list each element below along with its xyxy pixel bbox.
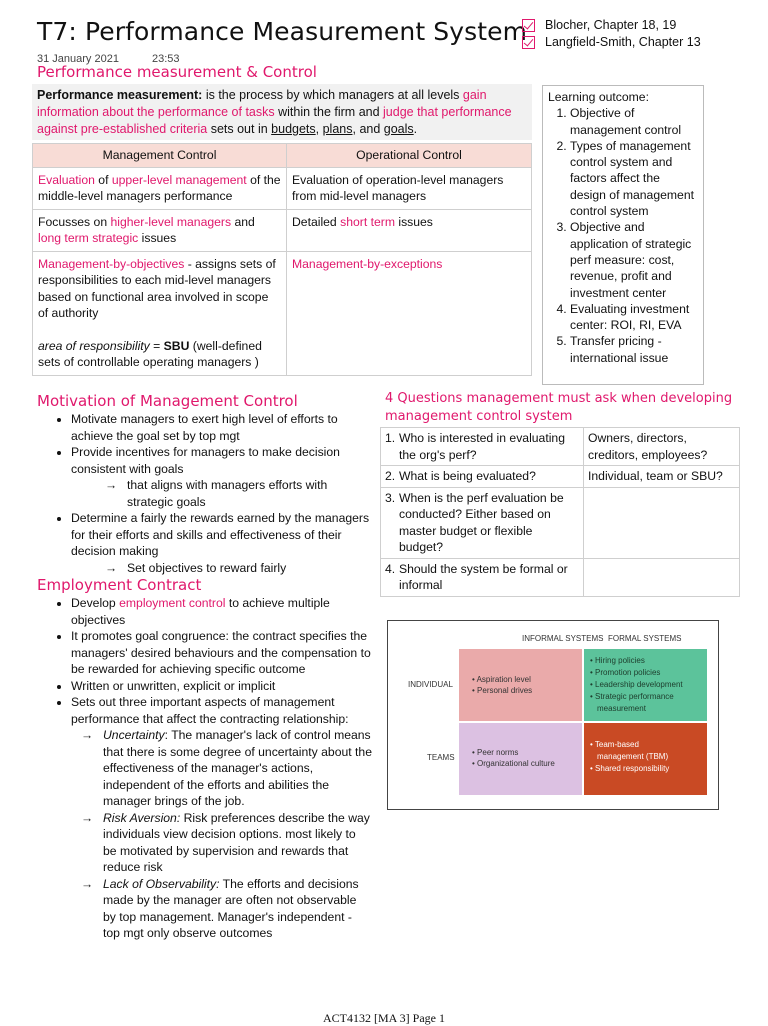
highlight-text: Management-by-objectives xyxy=(38,256,185,271)
list-item xyxy=(71,595,372,628)
list-item: 1. Objective of management control xyxy=(570,105,698,138)
text: The efforts and decisions made by the manager are often not observable by top management. Manager's independent - top mgt only observe outcomes xyxy=(103,876,359,940)
reference-label: Blocher, Chapter 18, 19 xyxy=(545,18,677,32)
sub-list-item: → Set objectives to reward fairly xyxy=(105,560,372,577)
list-item: • It promotes goal congruence: the contract specifies the managers' desired behaviours and the compensation to be rewarded for achieving specific outcome xyxy=(71,628,372,678)
learning-outcome-box xyxy=(542,85,704,385)
table-cell xyxy=(33,251,287,375)
list-item: 2. Types of management control system and factors affect the design of management control system xyxy=(570,138,698,219)
learning-heading: Learning outcome: xyxy=(548,90,649,104)
page-footer: ACT4132 [MA 3] Page 1 xyxy=(323,1011,445,1025)
text: (well-defined sets of controllable operating managers ) xyxy=(38,338,262,369)
text: within the firm and xyxy=(274,105,384,119)
highlight-text: upper-level management xyxy=(111,172,247,187)
highlight-text: employment control xyxy=(119,596,226,610)
reference-item[interactable] xyxy=(522,34,701,51)
table-cell xyxy=(287,209,532,251)
cell-item: • Strategic performance xyxy=(590,692,674,701)
italic-term: Risk Aversion: xyxy=(103,810,181,825)
question-text: Should the system be formal or informal xyxy=(399,561,568,592)
time: 23:53 xyxy=(152,53,180,65)
cell-item: • Peer norms xyxy=(472,748,519,757)
col-header-informal: INFORMAL SYSTEMS xyxy=(522,634,604,643)
cell-item: • Hiring policies xyxy=(590,656,645,665)
section-heading-questions: 4 Questions management must ask when developing management control system xyxy=(385,391,733,424)
text: Develop xyxy=(71,596,120,610)
list-item: 4. Evaluating investment center: ROI, RI, EVA xyxy=(570,301,698,334)
text: - assigns sets of responsibilities to each mid-level managers based on functional area involved in scope of authority xyxy=(38,256,276,320)
highlight-text: short term xyxy=(340,214,395,229)
checkbox-checked-icon[interactable] xyxy=(522,19,535,32)
table-cell xyxy=(584,487,740,558)
table-cell: Individual, team or SBU? xyxy=(584,466,740,488)
pm-definition-box: Performance measurement: is the process by which managers at all levels gain information about the performance of tasks within the firm and judge that performance against pre-established criteria sets out in budgets, plans, and goals. xyxy=(32,84,532,140)
list-item: 3. Objective and application of strategic perf measure: cost, revenue, profit and investment center xyxy=(570,219,698,300)
text: Focusses on xyxy=(38,214,111,229)
underlined-text: plans xyxy=(322,122,353,136)
sub-list-item xyxy=(81,727,372,810)
list-item: • Written or unwritten, explicit or implicit xyxy=(71,678,372,695)
highlight-text: gain information about the performance of tasks xyxy=(37,88,487,119)
table-row xyxy=(33,167,532,209)
italic-text: area of responsibility xyxy=(38,338,150,353)
text: and xyxy=(231,214,255,229)
table-cell xyxy=(381,487,584,558)
text: issues xyxy=(138,231,177,245)
italic-term: Uncertainty xyxy=(103,728,165,742)
bold-text: SBU xyxy=(163,338,190,353)
highlight-text: Evaluation xyxy=(38,172,95,187)
table-cell xyxy=(584,558,740,596)
cell-item: • Aspiration level xyxy=(472,675,531,684)
table-row xyxy=(381,466,740,488)
row-header-teams: TEAMS xyxy=(427,753,455,762)
text: , and xyxy=(352,122,384,136)
list-item: • Motivate managers to exert high level of efforts to achieve the goal set by top mgt xyxy=(71,411,372,444)
table-cell xyxy=(381,466,584,488)
table-cell xyxy=(33,209,287,251)
text: Determine a fairly the rewards earned by the managers for their efforts and skills and effectiveness of their decision making xyxy=(71,511,370,558)
employment-list xyxy=(37,595,372,942)
cell-item: management (TBM) xyxy=(597,752,669,761)
text: Sets out three important aspects of management performance that affect the contracting relationship: xyxy=(71,695,349,726)
learning-list xyxy=(548,105,698,366)
highlight-text: higher-level managers xyxy=(110,214,232,229)
table-row xyxy=(381,487,740,558)
control-systems-matrix-image xyxy=(387,620,719,810)
table-header: Management Control xyxy=(33,144,287,168)
italic-term: Lack of Observability: xyxy=(103,876,220,891)
text: Risk preferences describe the way individuals view decision options. most likely to be motivated by supervision and rewards that reduce risk xyxy=(103,810,370,874)
col-header-formal: FORMAL SYSTEMS xyxy=(608,634,682,643)
sub-list-item: → that aligns with managers efforts with strategic goals xyxy=(105,477,372,510)
table-cell xyxy=(381,428,584,466)
matrix-graphic xyxy=(388,621,717,808)
table-cell xyxy=(381,558,584,596)
cell-item: measurement xyxy=(597,704,646,713)
management-control-table xyxy=(32,143,532,376)
text: Provide incentives for managers to make decision consistent with goals xyxy=(71,445,340,476)
page-title: T7: Performance Measurement System xyxy=(37,17,528,46)
text: : The manager's lack of control means that there is some degree of uncertainty about the effectiveness of the manager's actions, independent of the efforts and abilities the manager brings of the job. xyxy=(103,728,372,808)
checkbox-checked-icon[interactable] xyxy=(522,36,535,49)
list-item xyxy=(71,444,372,510)
pm-term: Performance measurement: xyxy=(37,88,203,102)
row-number: 3. xyxy=(385,490,396,505)
date: 31 January 2021 xyxy=(37,53,119,65)
table-row xyxy=(33,251,532,375)
table-row xyxy=(381,558,740,596)
cell-item: • Team-based xyxy=(590,740,639,749)
text: is the process by which managers at all levels xyxy=(202,88,463,102)
list-item xyxy=(71,694,372,942)
table-row xyxy=(381,428,740,466)
text: = xyxy=(149,338,164,353)
cell-item: • Personal drives xyxy=(472,686,533,695)
table-row xyxy=(33,209,532,251)
underlined-text: budgets xyxy=(271,122,316,136)
table-cell xyxy=(287,251,532,375)
section-heading-employment: Employment Contract xyxy=(37,576,202,594)
motivation-list xyxy=(37,411,372,576)
text: to achieve multiple objectives xyxy=(71,596,330,627)
cell-individual-informal xyxy=(459,649,582,721)
question-text: When is the perf evaluation be conducted? Either based on master budget or flexible budget? xyxy=(399,490,564,554)
sub-list-item xyxy=(81,810,372,876)
cell-item: • Promotion policies xyxy=(590,668,661,677)
cell-item: • Organizational culture xyxy=(472,759,555,768)
underlined-text: goals xyxy=(383,122,414,136)
table-header: Operational Control xyxy=(287,144,532,168)
highlight-text: long term strategic xyxy=(38,231,139,245)
row-header-individual: INDIVIDUAL xyxy=(408,680,453,689)
row-number: 2. xyxy=(385,469,396,483)
text: issues xyxy=(394,214,433,229)
reference-item[interactable] xyxy=(522,17,701,34)
table-cell: Evaluation of operation-level managers from mid-level managers xyxy=(287,167,532,209)
table-cell: Owners, directors, creditors, employees? xyxy=(584,428,740,466)
section-heading-pm: Performance measurement & Control xyxy=(37,63,317,81)
cell-item: • Shared responsibility xyxy=(590,764,670,773)
sub-list-item xyxy=(81,876,372,942)
text: of xyxy=(94,172,112,187)
questions-table xyxy=(380,427,740,597)
highlight-text: Management-by-exceptions xyxy=(292,256,443,271)
text: of the middle-level managers performance xyxy=(38,172,281,203)
row-number: 4. xyxy=(385,561,396,576)
row-number: 1. xyxy=(385,431,396,445)
section-heading-motivation: Motivation of Management Control xyxy=(37,392,298,410)
text: sets out in xyxy=(207,122,272,136)
question-text: Who is interested in evaluating the org's perf? xyxy=(399,431,565,462)
highlight-text: judge that performance against pre-established criteria xyxy=(37,105,512,136)
text: Detailed xyxy=(292,214,341,229)
reference-label: Langfield-Smith, Chapter 13 xyxy=(545,35,701,49)
list-item: 5. Transfer pricing - international issue xyxy=(570,333,698,366)
list-item xyxy=(71,510,372,576)
reference-list xyxy=(522,17,701,51)
question-text: What is being evaluated? xyxy=(399,469,536,483)
cell-item: • Leadership development xyxy=(590,680,683,689)
table-cell xyxy=(33,167,287,209)
